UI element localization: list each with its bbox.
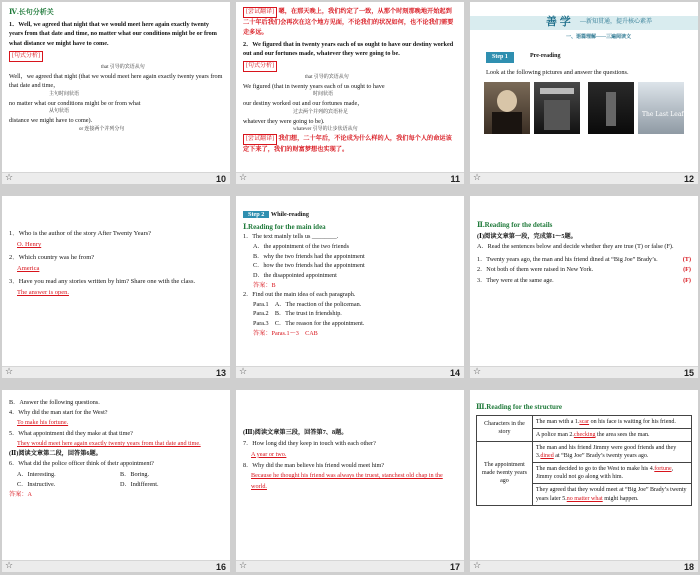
option-d: D．the disappointed appointment <box>253 271 337 279</box>
slide-number: 14 <box>449 368 460 378</box>
annotation: 从句状语 <box>49 109 70 115</box>
table-cell: The man decided to go to the West to make his 4.fortune, Jimmy could not go along with him. <box>532 463 691 484</box>
star-icon[interactable]: ☆ <box>5 561 14 571</box>
question-2: 2．Find out the main idea of each paragraph. <box>243 291 356 299</box>
question-4: 4．Why did the man start for the West? <box>9 409 108 417</box>
row-label-characters: Characters in the story <box>477 415 533 441</box>
option-b: B．why the two friends had the appointment <box>253 252 365 260</box>
option-c: C．Instructive. <box>17 480 56 488</box>
analysis-line: our destiny worked out and our fortunes made， <box>243 100 364 108</box>
star-icon[interactable]: ☆ <box>239 561 248 571</box>
annotation: 时间状语 <box>313 92 334 98</box>
answer-6: 答案：A <box>9 491 33 499</box>
step-title: Pre-reading <box>530 53 561 59</box>
directions: A．Read the sentences below and decide whether they are true (T) or false (F). <box>477 243 674 251</box>
analysis-line: whatever they were going to be). <box>243 117 325 125</box>
slide-footer <box>236 366 464 378</box>
slide-number: 10 <box>215 174 226 184</box>
answer-2: America <box>17 265 40 273</box>
option-b: B．Boring. <box>120 470 150 478</box>
slide-17[interactable] <box>236 390 464 572</box>
slide-number: 12 <box>683 174 694 184</box>
ribbon-text: 一、语篇理解——三遍阅读文 <box>566 35 632 40</box>
statement-2: 2．Not both of them were raised in New York. <box>477 266 594 274</box>
para-1: Para.1 A．The reaction of the policeman. <box>253 300 362 308</box>
slide-content <box>470 390 698 560</box>
translation-1: 嗯，在那天晚上，我们约定了一致，从那个时刻那晚地开始起到二十年后我们会再次在这个地方见面，不论我们的状况如何，也不论我们需要走多远。 <box>243 8 454 36</box>
option-a: A．the appointment of the two friends <box>253 243 350 251</box>
slide-11[interactable] <box>236 2 464 184</box>
answer-7: A year or two. <box>251 450 287 458</box>
slide-content <box>236 2 464 172</box>
answer-1: 答案：B <box>253 281 276 289</box>
slide-footer <box>2 172 230 184</box>
slide-number: 15 <box>683 368 694 378</box>
answer-2: 答案：Paras.1～3 CAB <box>253 329 318 337</box>
answer-4: To make his fortune. <box>17 419 69 427</box>
annotation: that 引导的宾语从句 <box>101 64 145 70</box>
result-1: (T) <box>682 255 691 263</box>
answer-5: They would meet here again exactly twenty years from that date and time. <box>17 439 201 447</box>
para-3: Para.3 C．The reason for the appointment. <box>253 319 365 327</box>
step-badge: Step 1 <box>486 52 514 63</box>
analysis-label: [句式分析] <box>9 51 43 62</box>
star-icon[interactable]: ☆ <box>473 173 482 183</box>
annotation: 主句时间状语 <box>49 91 80 97</box>
analysis-line: distance we might have to come). <box>9 117 93 125</box>
section-subtitle: —新知贯通，提升核心素养 <box>580 19 653 25</box>
sentence-2: 2．We figured that in twenty years each of us ought to have our destiny worked out and our fortunes made, whatever they were going to be. <box>243 40 454 58</box>
slide-footer <box>2 366 230 378</box>
answer-3: The answer is open. <box>17 289 69 297</box>
slide-number: 18 <box>683 562 694 572</box>
statement-1: 1．Twenty years ago, the man and his friend dined at “Big Joe” Brady’s. <box>477 255 658 263</box>
part-b-heading: B．Answer the following questions. <box>9 399 100 406</box>
slide-content <box>2 196 230 366</box>
slide-content <box>2 390 230 560</box>
blank-4: fortune <box>654 466 672 473</box>
slide-14[interactable] <box>236 196 464 378</box>
slide-18[interactable] <box>470 390 698 572</box>
analysis-line: We figured (that in twenty years each of us ought to have <box>243 82 385 90</box>
slide-footer <box>236 172 464 184</box>
book-cover-image <box>638 82 684 134</box>
annotation: that 引导的宾语从句 <box>305 75 349 81</box>
structure-table <box>476 415 692 506</box>
blank-3: dined <box>540 453 554 460</box>
slide-content <box>2 2 230 172</box>
slide-content <box>236 390 464 560</box>
portrait-image <box>484 82 530 134</box>
slide-13[interactable] <box>2 196 230 378</box>
slide-16[interactable] <box>2 390 230 572</box>
part-instruction: (Ⅲ)阅读文章第三段，回答第7、8题。 <box>243 429 348 436</box>
question-8: 8．Why did the man believe his friend would meet him? <box>243 461 385 469</box>
translate-label: [尝试翻译] <box>243 7 277 18</box>
star-icon[interactable]: ☆ <box>239 367 248 377</box>
question-2: 2．Which country was he from? <box>9 254 95 262</box>
blank-1: scar <box>579 418 590 425</box>
part-instruction: (Ⅰ)阅读文章第一段，完成第1～5题。 <box>477 232 577 240</box>
annotation: 过去两个并列的宾语补足 <box>293 109 349 115</box>
table-cell: A police man 2.checking the area sees the man. <box>532 428 691 441</box>
instruction: Look at the following pictures and answer the questions. <box>486 69 629 76</box>
star-icon[interactable]: ☆ <box>5 173 14 183</box>
slide-12[interactable] <box>470 2 698 184</box>
slide-number: 11 <box>450 174 460 184</box>
section-title: 善 学 <box>546 16 571 28</box>
slide-content <box>236 196 464 366</box>
annotation: or 连接两个并列分句 <box>79 126 125 132</box>
option-c: C．how the two friends had the appointment <box>253 262 365 270</box>
slide-content <box>470 196 698 366</box>
option-d: D．Indifferent. <box>120 480 159 488</box>
blank-5: no matter what <box>566 495 603 502</box>
option-a: A．Interesting. <box>17 470 56 478</box>
section-title: Ⅲ.Reading for the structure <box>476 403 563 411</box>
question-7: 7．How long did they keep in touch with each other? <box>243 439 376 447</box>
slide-number: 17 <box>449 562 460 572</box>
translation-2: 我们想，二十年后，不论成为什么样的人，我们每个人的命运该定下来了，我们的财富梦想也实现了。 <box>243 134 452 154</box>
slide-footer <box>470 560 698 572</box>
movie-poster-image <box>534 82 580 134</box>
slide-footer <box>2 560 230 572</box>
slide-number: 13 <box>215 368 226 378</box>
statement-3: 3．They were at the same age. <box>477 277 554 285</box>
translate-label: [尝试翻译] <box>243 134 277 145</box>
star-icon[interactable]: ☆ <box>239 173 248 183</box>
slide-footer <box>470 172 698 184</box>
table-cell: The man with a 1.scar on his face is waiting for his friend. <box>532 415 691 428</box>
night-scene-image <box>588 82 634 134</box>
result-2: (F) <box>683 266 691 274</box>
star-icon[interactable]: ☆ <box>5 367 14 377</box>
answer-8: Because he thought his friend was always the truest, stanchest old chap in the world. <box>251 472 443 491</box>
analysis-line: no matter what our conditions might be or from what <box>9 99 141 107</box>
slide-content <box>470 2 698 172</box>
answer-1: O. Henry <box>17 241 42 249</box>
cover-caption: The Last Leaf <box>642 111 684 118</box>
blank-2: checking <box>573 431 596 438</box>
table-cell: The man and his friend Jimmy were good friends and they 3.dined at “Big Joe” Brady’s twenty years ago. <box>532 442 691 463</box>
slide-15[interactable] <box>470 196 698 378</box>
star-icon[interactable]: ☆ <box>473 561 482 571</box>
step-badge: Step 2 <box>243 211 269 218</box>
analysis-line: Well，we agreed that night (that we would meet here again exactly twenty years from that date and time， <box>9 72 223 90</box>
question-3: 3．Have you read any stories written by him? Share one with the class. <box>9 278 196 286</box>
star-icon[interactable]: ☆ <box>473 367 482 377</box>
slide-footer <box>470 366 698 378</box>
part-instruction: (Ⅱ)阅读文章第二段，回答第6题。 <box>9 450 102 458</box>
slide-footer <box>236 560 464 572</box>
section-title: Ⅰ.Reading for the main idea <box>243 222 326 231</box>
question-5: 5．What appointment did they make at that time? <box>9 429 133 437</box>
result-3: (F) <box>683 277 691 285</box>
para-2: Para.2 B．The trust in friendship. <box>253 310 342 318</box>
section-title: Ⅱ.Reading for the details <box>477 221 553 229</box>
section-title: Ⅳ.长句分析关 <box>9 8 54 16</box>
annotation: whatever 引导的让步状语从句 <box>293 127 358 133</box>
row-label-appointment: The appointment made twenty years ago <box>477 442 533 506</box>
sentence-1: 1．Well, we agreed that night that we would meet here again exactly twenty years from that date and time, no matter what our conditions might be or from what distance we might have to come. <box>9 20 217 48</box>
question-6: 6．What did the police officer think of their appointment? <box>9 460 154 468</box>
question-1: 1．The text mainly tells us ________. <box>243 233 339 241</box>
step-title: While-reading <box>270 211 309 218</box>
analysis-label: [句式分析] <box>243 61 277 72</box>
table-cell: They agreed that they would meet at “Big Joe” Brady’s twenty years later 5.no matter what might happen. <box>532 484 691 505</box>
slide-number: 16 <box>215 562 226 572</box>
question-1: 1．Who is the author of the story After Twenty Years? <box>9 230 152 237</box>
slide-10[interactable] <box>2 2 230 184</box>
